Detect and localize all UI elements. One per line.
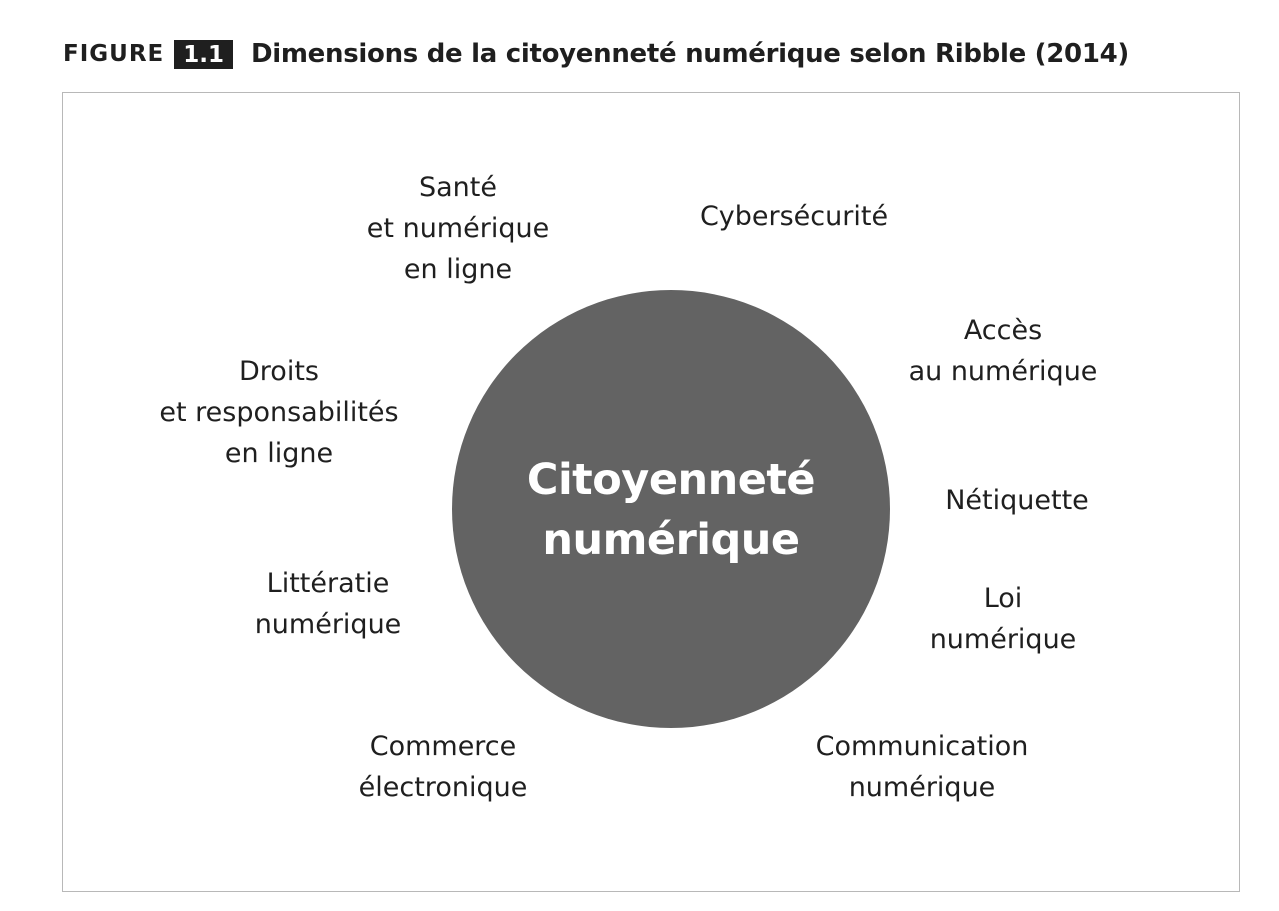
figure-word: FIGURE [63, 41, 165, 67]
dimension-communication: Communication numérique [815, 731, 1029, 803]
dimension-cybersecurite: Cybersécurité [699, 201, 889, 232]
dimension-acces: Accès au numérique [908, 315, 1098, 387]
figure-title: Dimensions de la citoyenneté numérique selon Ribble (2014) [251, 39, 1130, 69]
central-label: Citoyenneté numérique [526, 455, 816, 565]
figure-number-badge: 1.1 [174, 40, 233, 69]
dimension-netiquette: Nétiquette [945, 485, 1089, 516]
figure-header [63, 36, 1129, 72]
dimension-loi: Loi numérique [929, 583, 1077, 655]
dimension-commerce: Commerce électronique [358, 731, 528, 803]
dimension-droits: Droits et responsabilités en ligne [159, 356, 399, 469]
dimension-litteratie: Littératie numérique [254, 568, 402, 640]
dimension-sante: Santé et numérique en ligne [366, 172, 550, 285]
